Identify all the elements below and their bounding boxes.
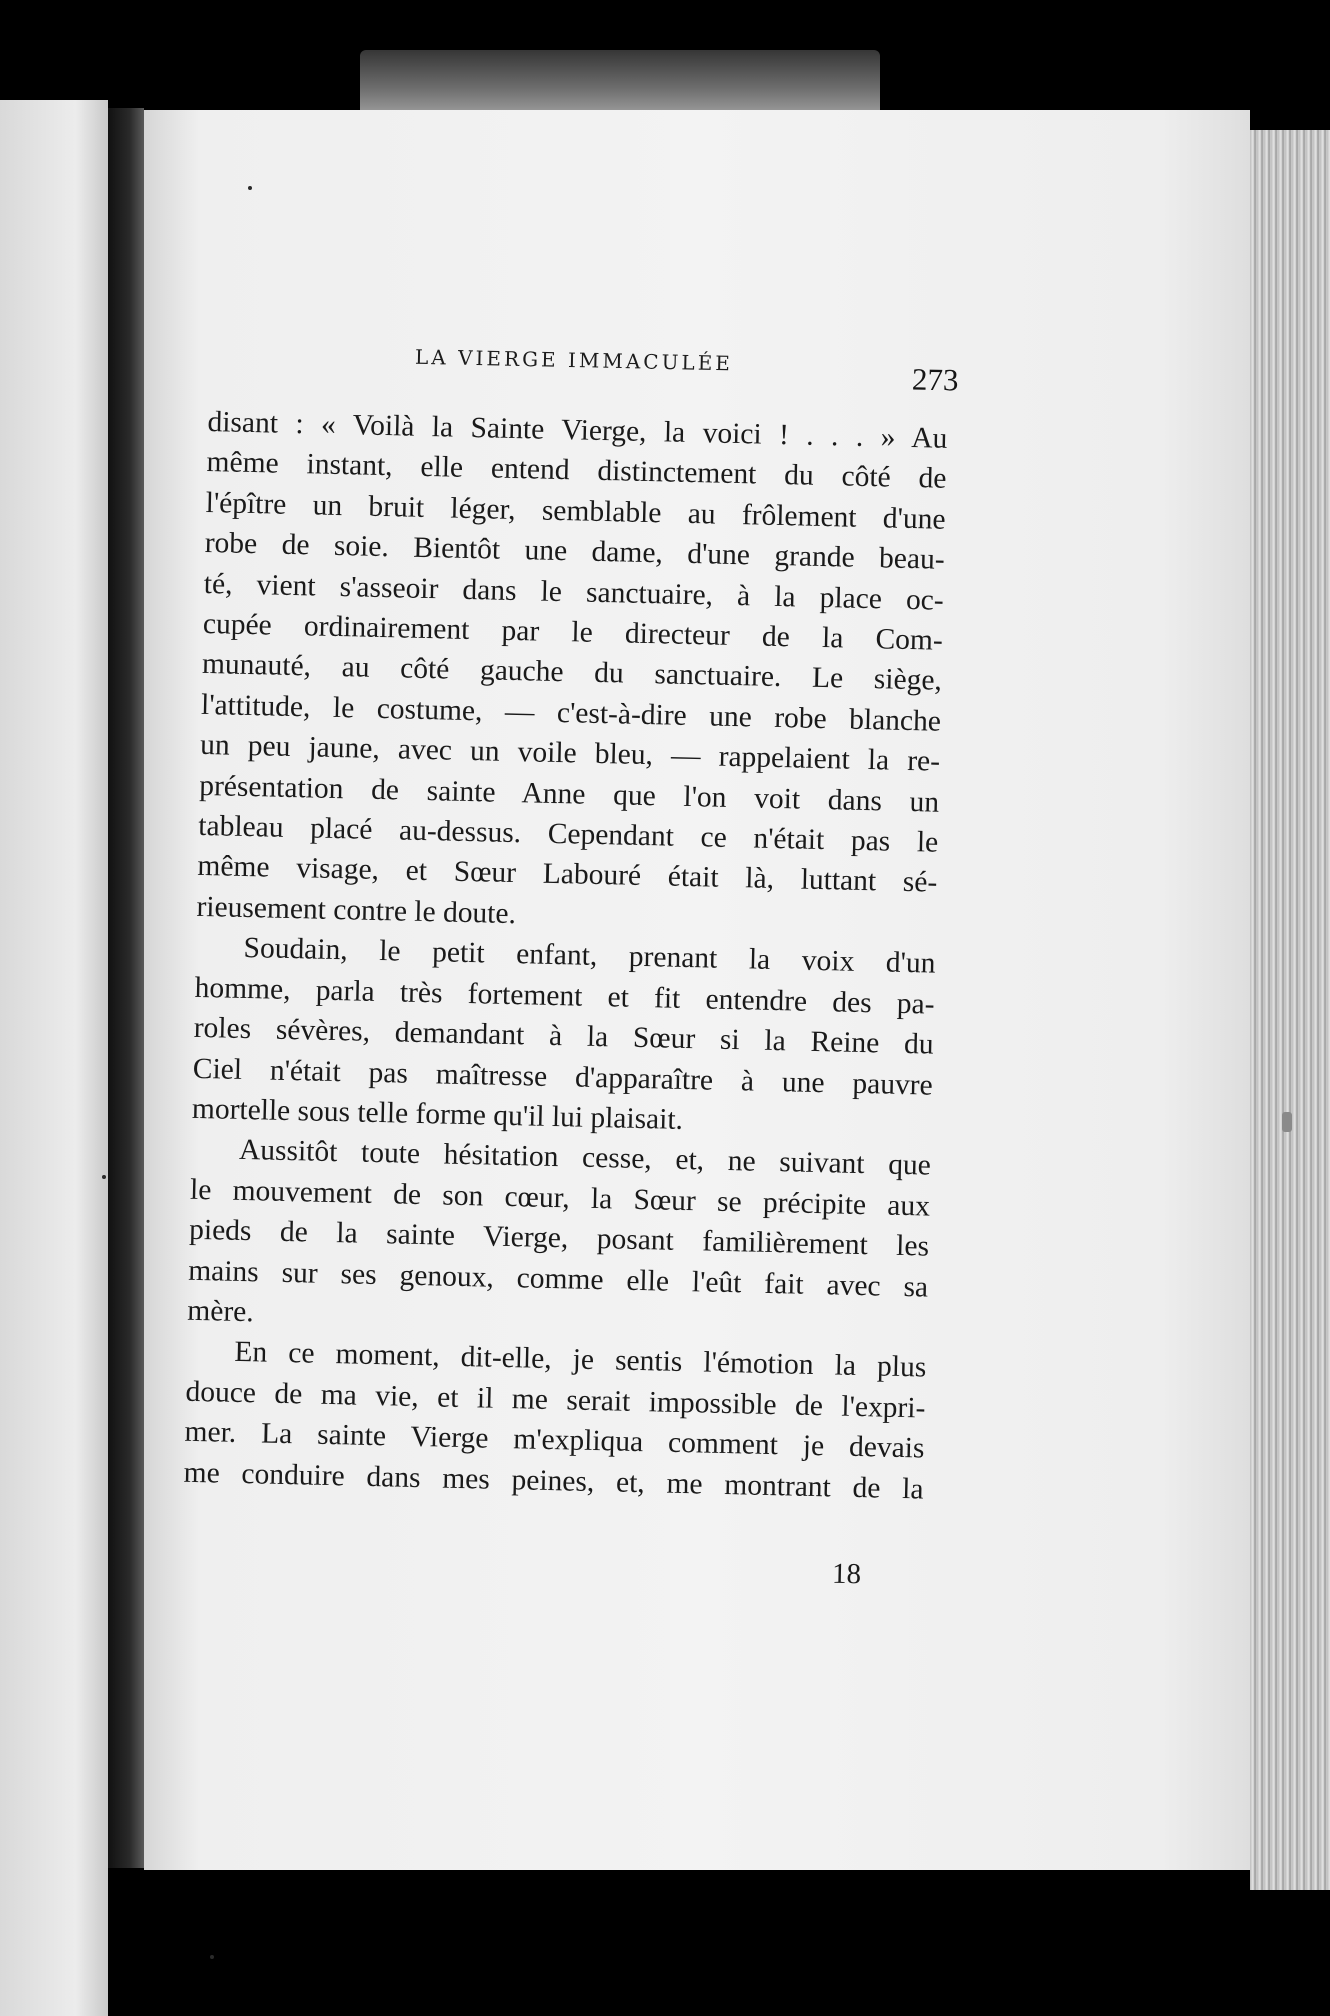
page-stack-edges xyxy=(1250,130,1330,1890)
paragraph-1-end: rieusement contre le doute. xyxy=(196,890,517,930)
paragraph-3-end: mère. xyxy=(187,1294,255,1329)
body-text xyxy=(183,402,948,1509)
paragraph-3: Aussitôt toute hésitation cesse, et, ne suivant que le mouvement de son cœur, la Sœur se précipite aux pieds de la sainte Vierge, posant familièrement les mains sur ses genoux, comme elle l'eût fait avec sa xyxy=(187,1134,932,1304)
paragraph-4: En ce moment, dit-elle, je sentis l'émotion la plus douce de ma vie, et il me serait impossible de l'expri- mer. La sainte Vierge m'expliqua comment je devais me conduire dans mes peines, et, me montrant de la xyxy=(183,1336,927,1506)
dust-speck xyxy=(102,1175,106,1179)
gutter-shadow xyxy=(108,108,144,1868)
adjacent-page-edge xyxy=(0,100,108,2016)
paragraph-2: Soudain, le petit enfant, prenant la voix d'un homme, parla très fortement et fit entendre des pa- roles sévères, demandant à la Sœur si la Reine du Ciel n'était pas maîtresse d'apparaître à une pauvre xyxy=(192,932,936,1102)
running-head: LA VIERGE IMMACULÉE xyxy=(414,344,734,376)
dust-speck xyxy=(1282,1112,1292,1132)
page-number: 273 xyxy=(911,361,959,398)
dust-speck xyxy=(248,186,252,190)
paragraph-1: disant : « Voilà la Sainte Vierge, la voici ! . . . » Au même instant, elle entend distinctement du côté de l'épître un bruit léger, semblable au frôlement d'une robe de soie. Bientôt une dame, d'une grande beau- té, vient s'asseoir dans le sanctuaire, à la place oc- cupée ordinairement par le directeur de la Com- munauté, au côté gauche du sanctuaire. Le siège, l'attitude, le costume, — c'est-à-dire une robe blanche un peu jaune, avec un voile bleu, — rappelaient la re- présentation de sainte Anne que l'on voit dans un tableau placé au-dessus. Cependant ce n'était pas le même visage, et Sœur Labouré était là, luttant sé- xyxy=(197,405,948,900)
signature-mark: 18 xyxy=(831,1557,862,1591)
paragraph-2-end: mortelle sous telle forme qu'il lui plaisait. xyxy=(191,1092,684,1136)
dust-speck xyxy=(210,1955,214,1959)
